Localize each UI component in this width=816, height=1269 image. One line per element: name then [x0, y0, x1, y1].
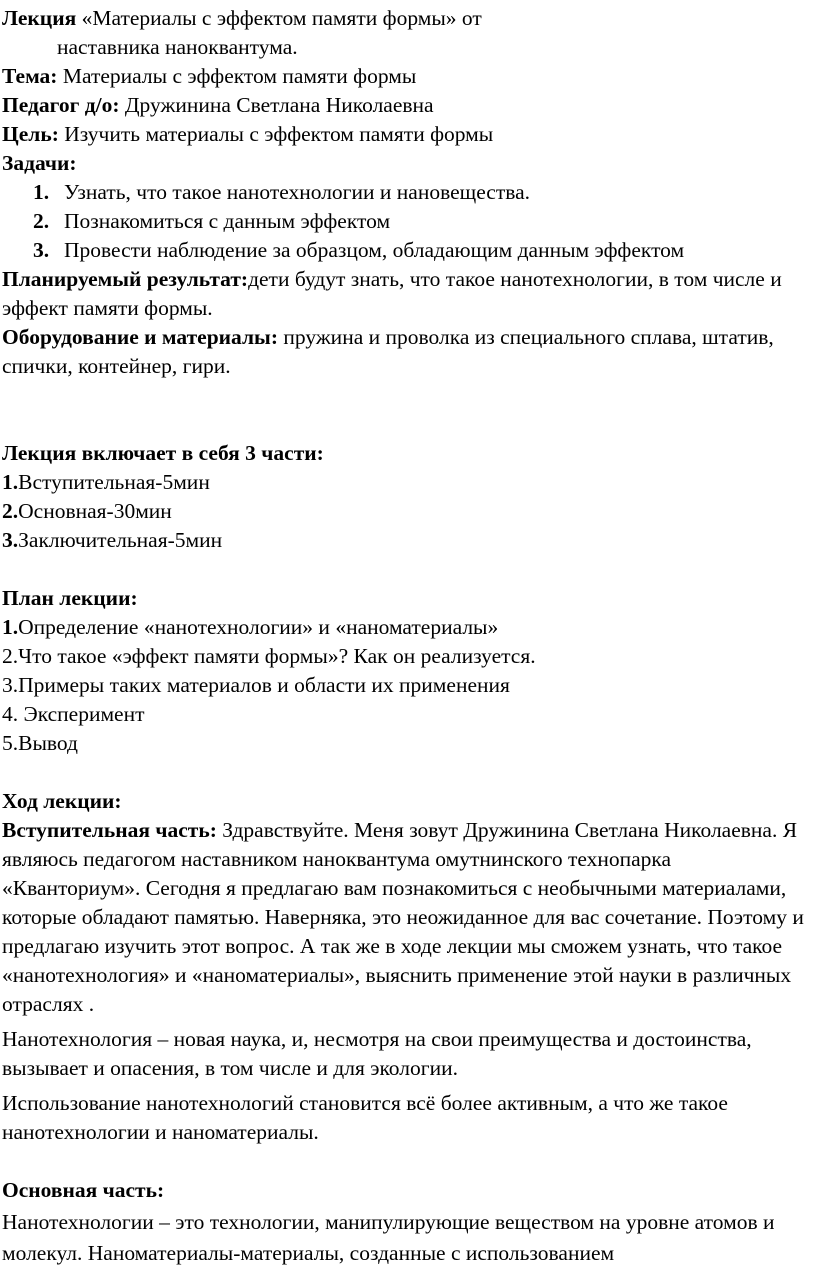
spacer	[2, 381, 810, 439]
plan-text: Определение «нанотехнологии» и «наноматериалы»	[18, 615, 499, 639]
intro-text: Здравствуйте. Меня зовут Дружинина Светлана Николаевна. Я являюсь педагогом наставником наноквантума омутнинского технопарка «Кванториум». Сегодня я предлагаю вам познакомиться с необычными материалами, которые обладают памятью. Наверняка, это неожиданное для вас сочетание. Поэтому и предлагаю изучить этот вопрос. А так же в ходе лекции мы сможем узнать, что такое «нанотехнология» и «наноматериалы», выяснить применение этой науки в различных отраслях .	[2, 818, 804, 1016]
topic-value: Материалы с эффектом памяти формы	[62, 64, 417, 88]
intro-label: Вступительная часть:	[2, 818, 217, 842]
task-text: Познакомиться с данным эффектом	[64, 209, 391, 233]
part-item	[2, 468, 810, 497]
part-text: Вступительная-5мин	[18, 470, 210, 494]
part-text: Заключительная-5мин	[18, 528, 223, 552]
task-text: Узнать, что такое нанотехнологии и нановещества.	[64, 180, 530, 204]
equipment	[2, 323, 810, 381]
plan-item: 2.Что такое «эффект памяти формы»? Как он реализуется.	[2, 644, 536, 668]
paragraph: Нанотехнология – новая наука, и, несмотря на свои преимущества и достоинства, вызывает и опасения, в том числе и для экологии.	[2, 1027, 752, 1080]
teacher-line	[2, 91, 810, 120]
plan-item: 5.Вывод	[2, 731, 78, 755]
teacher-label: Педагог д/о:	[2, 93, 120, 117]
task-item	[2, 178, 810, 207]
goal-line	[2, 120, 810, 149]
equipment-label: Оборудование и материалы:	[2, 325, 279, 349]
plan-item	[2, 613, 810, 642]
task-number: 2.	[33, 209, 50, 233]
lecture-title	[2, 4, 810, 33]
main-part-heading: Основная часть:	[2, 1178, 165, 1202]
goal-value: Изучить материалы с эффектом памяти формы	[64, 122, 494, 146]
plan-number: 1.	[2, 615, 19, 639]
part-item	[2, 526, 810, 555]
intro-paragraph	[2, 816, 810, 1019]
tasks-heading: Задачи:	[2, 151, 77, 175]
goal-label: Цель:	[2, 122, 59, 146]
part-number: 2.	[2, 499, 19, 523]
equipment-value: пружина и проволка из специального сплава, штатив, спички, контейнер, гири.	[2, 325, 774, 378]
part-number: 3.	[2, 528, 19, 552]
part-number: 1.	[2, 470, 19, 494]
lecture-title-line2: наставника наноквантума.	[57, 35, 298, 59]
planned-result-label: Планируемый результат:	[2, 267, 249, 291]
task-number: 3.	[33, 238, 50, 262]
part-item	[2, 497, 810, 526]
lecture-label: Лекция	[2, 6, 77, 30]
topic-line	[2, 62, 810, 91]
task-number: 1.	[33, 180, 50, 204]
plan-heading: План лекции:	[2, 586, 138, 610]
spacer	[2, 758, 810, 787]
planned-result-value: дети будут знать, что такое нанотехнологии, в том числе и эффект памяти формы.	[2, 267, 782, 320]
task-item	[2, 207, 810, 236]
course-heading: Ход лекции:	[2, 789, 122, 813]
lecture-title-line1: «Материалы с эффектом памяти формы» от	[81, 6, 482, 30]
spacer	[2, 1147, 810, 1176]
task-item	[2, 236, 810, 265]
plan-item: 3.Примеры таких материалов и области их применения	[2, 673, 510, 697]
plan-item: 4. Эксперимент	[2, 702, 145, 726]
planned-result	[2, 265, 810, 323]
part-text: Основная-30мин	[18, 499, 172, 523]
parts-heading: Лекция включает в себя 3 части:	[2, 441, 324, 465]
teacher-value: Дружинина Светлана Николаевна	[124, 93, 434, 117]
spacer	[2, 555, 810, 584]
task-text: Провести наблюдение за образцом, обладающим данным эффектом	[64, 238, 685, 262]
topic-label: Тема:	[2, 64, 58, 88]
paragraph: Использование нанотехнологий становится всё более активным, а что же такое нанотехнологии и наноматериалы.	[2, 1091, 728, 1144]
main-part-text: Нанотехнологии – это технологии, манипулирующие веществом на уровне атомов и молекул. Наноматериалы-материалы, созданные с использованием	[2, 1210, 775, 1265]
